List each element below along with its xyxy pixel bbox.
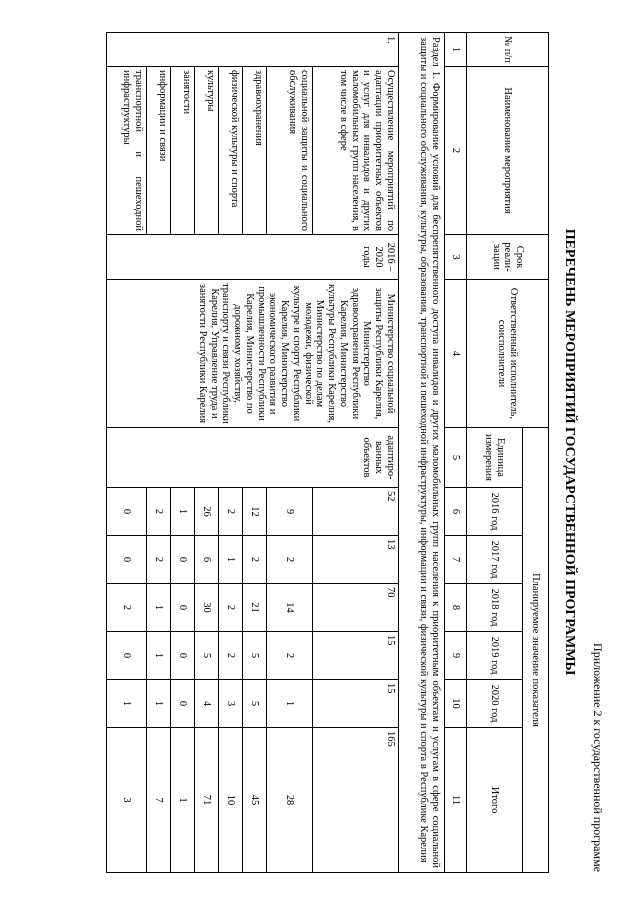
value-2020: 4	[195, 680, 219, 728]
item-term: 2016 – 2020 годы	[107, 235, 399, 280]
col-number: 5	[445, 428, 467, 488]
document-title: ПЕРЕЧЕНЬ МЕРОПРИЯТИЙ ГОСУДАРСТВЕННОЙ ПРОГРАММЫ	[562, 228, 577, 676]
col-number: 8	[445, 584, 467, 632]
column-numbers-row	[445, 33, 467, 873]
value-2017: 2	[147, 536, 171, 584]
value-total: 10	[219, 728, 243, 873]
value-2019: 0	[107, 632, 147, 680]
value-total: 3	[107, 728, 147, 873]
measures-table	[106, 32, 549, 873]
col-number: 11	[445, 728, 467, 873]
value-2017: 0	[107, 536, 147, 584]
item-executor: Министерство социальной защиты Республики Карелия, Министерство здравоохранения Республики Карелия, Министерство культуры Республики Карелия, Министерство по делам молодежи, физической культуре и спорту Республики Карелия, Министерство экономического развития и промышленности Республики Карелия, Министерство по дорожному хозяйству, транспорту и связи Республики Карелия, Управление труда и занятости Республики Карелия	[107, 280, 399, 428]
value-2019: 5	[243, 632, 267, 680]
value-2016: 26	[195, 488, 219, 536]
header-planned: Планируемое значение показателя	[523, 428, 549, 873]
header-unit: Единица измерения	[467, 428, 523, 488]
row-name: информации и связи	[147, 67, 171, 235]
value-2019: 2	[219, 632, 243, 680]
value-2018: 21	[243, 584, 267, 632]
value-2016: 9	[267, 488, 313, 536]
header-executor: Ответственный исполнитель, соисполнители	[467, 280, 549, 428]
table-row	[313, 33, 399, 873]
document-page	[25, 22, 615, 882]
appendix-note: Приложение 2 к государственной программе	[591, 643, 605, 872]
value-2020: 0	[171, 680, 195, 728]
value-2018: 30	[195, 584, 219, 632]
row-name: транспортной и пешеходной инфраструктуры	[107, 67, 147, 235]
header-row-1	[523, 33, 549, 873]
header-2020: 2020 год	[467, 680, 523, 728]
value-2017: 1	[219, 536, 243, 584]
section-row	[399, 33, 445, 873]
value-2018: 2	[219, 584, 243, 632]
value-2019: 5	[195, 632, 219, 680]
value-2020: 3	[219, 680, 243, 728]
value-2016: 2	[147, 488, 171, 536]
value-total: 71	[195, 728, 219, 873]
col-number: 7	[445, 536, 467, 584]
value-total: 165	[313, 728, 399, 873]
row-name: физической культуры и спорта	[219, 67, 243, 235]
col-number: 2	[445, 67, 467, 235]
col-number: 3	[445, 235, 467, 280]
row-name: культуры	[195, 67, 219, 235]
value-2020: 15	[313, 680, 399, 728]
value-2017: 0	[171, 536, 195, 584]
header-2018: 2018 год	[467, 584, 523, 632]
value-2016: 0	[107, 488, 147, 536]
value-2018: 0	[171, 584, 195, 632]
header-total: Итого	[467, 728, 523, 873]
row-name: здравоохранения	[243, 67, 267, 235]
value-2019: 2	[267, 632, 313, 680]
row-name: занятости	[171, 67, 195, 235]
value-total: 1	[171, 728, 195, 873]
value-2017: 13	[313, 536, 399, 584]
col-number: 10	[445, 680, 467, 728]
value-2019: 0	[171, 632, 195, 680]
value-2018: 14	[267, 584, 313, 632]
value-2017: 2	[267, 536, 313, 584]
col-number: 4	[445, 280, 467, 428]
value-2016: 52	[313, 488, 399, 536]
item-unit: адаптированных объектов	[107, 428, 399, 488]
section-title: Раздел 1. Формирование условий для беспрепятственного доступа инвалидов и других маломобильных групп населения к приоритетным объектам и услугам в сфере социальной защиты и социального обслуживания, культуры, образования, транспортной и пешеходной инфраструктуры, информации и связи, физической культуры и спорта в Республике Карелия	[399, 33, 445, 873]
header-2016: 2016 год	[467, 488, 523, 536]
row-name: социальной защиты и социального обслуживания	[267, 67, 313, 235]
header-term: Срок реализации	[467, 235, 549, 280]
value-2018: 70	[313, 584, 399, 632]
value-2019: 1	[147, 632, 171, 680]
col-number: 1	[445, 33, 467, 67]
header-2017: 2017 год	[467, 536, 523, 584]
value-2018: 2	[107, 584, 147, 632]
header-num: № п/п	[467, 33, 549, 67]
item-number: 1.	[107, 33, 399, 67]
value-2019: 15	[313, 632, 399, 680]
value-2020: 1	[267, 680, 313, 728]
value-2016: 12	[243, 488, 267, 536]
value-2018: 1	[147, 584, 171, 632]
value-2020: 1	[147, 680, 171, 728]
value-total: 28	[267, 728, 313, 873]
header-2019: 2019 год	[467, 632, 523, 680]
col-number: 9	[445, 632, 467, 680]
value-2020: 1	[107, 680, 147, 728]
item-name: Осуществление мероприятий по адаптации приоритетных объектов и услуг для инвалидов и других маломобильных групп населения, в том числе в сфере	[313, 67, 399, 235]
value-2016: 1	[171, 488, 195, 536]
value-2020: 5	[243, 680, 267, 728]
value-total: 45	[243, 728, 267, 873]
value-2016: 2	[219, 488, 243, 536]
value-2017: 2	[243, 536, 267, 584]
col-number: 6	[445, 488, 467, 536]
header-name: Наименование мероприятия	[467, 67, 549, 235]
value-total: 7	[147, 728, 171, 873]
value-2017: 6	[195, 536, 219, 584]
